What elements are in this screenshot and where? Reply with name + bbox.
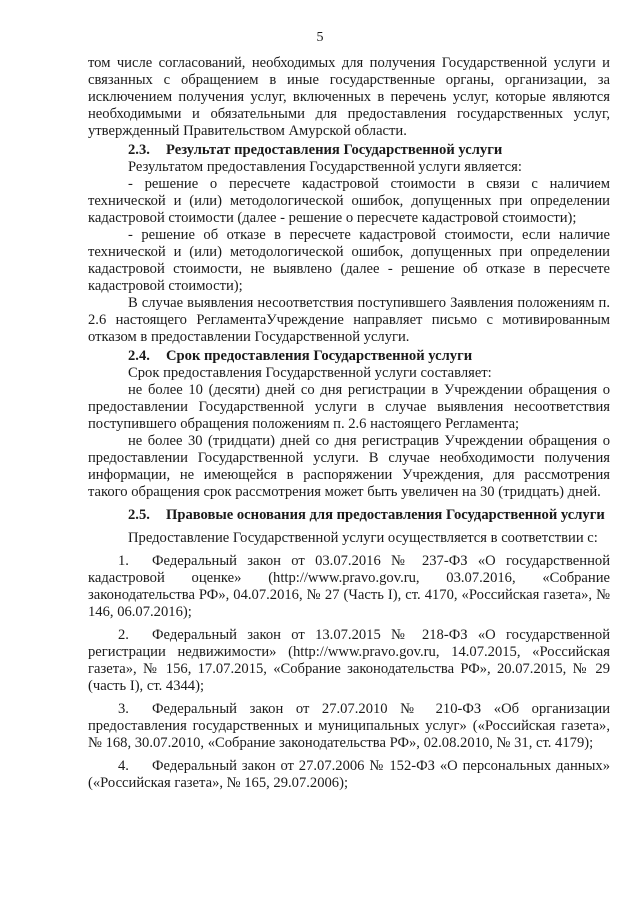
section-number: 2.4. (128, 348, 150, 364)
section-title: Срок предоставления Государственной услуги (166, 348, 473, 364)
page-number: 5 (316, 30, 324, 45)
list-item (88, 701, 610, 752)
section-heading-2-3 (88, 142, 610, 159)
list-item-number: 3. (118, 701, 129, 717)
paragraph: Результатом предоставления Государственной услуги является: (128, 159, 522, 175)
list-item-text: Федеральный закон от 27.07.2006 № 152-ФЗ «О персональных данных» («Российская газета», № 165, 29.07.2006); (88, 758, 610, 791)
list-item-text: Федеральный закон от 27.07.2010 № 210-ФЗ «Об организации предоставления государственных и муниципальных услуг» («Российская газета», № 168, 30.07.2010, «Собрание законодательства РФ», 02.08.2010, № 31, ст. 4179); (88, 701, 610, 751)
section-title: Правовые основания для предоставления Государственной услуги (166, 507, 605, 523)
paragraph: не более 30 (тридцати) дней со дня регистрацив Учреждении обращения о предоставлении Государственной услуги. В случае необходимости получения информации, не имеющейся в распоряжении Учреждения, для рассмотрения такого обращения срок рассмотрения может быть увеличен на 30 (тридцать) дней. (88, 433, 610, 500)
paragraph: Предоставление Государственной услуги осуществляется в соответствии с: (128, 530, 598, 546)
list-item-number: 2. (118, 627, 129, 643)
paragraph: В случае выявления несоответствия поступившего Заявления положениям п. 2.6 настоящего РегламентаУчреждение направляет письмо с мотивированным отказом в предоставлении Государственной услуги. (88, 295, 610, 345)
paragraph: - решение об отказе в пересчете кадастровой стоимости, если наличие технической и (или) методологической ошибок, допущенных при определении кадастровой стоимости, не выявлено (далее - решение об отказе в пересчете кадастровой стоимости); (88, 227, 610, 294)
list-item-number: 1. (118, 553, 129, 569)
paragraph: не более 10 (десяти) дней со дня регистрации в Учреждении обращения о предоставлении Государственной услуги в случае выявления несоответствия поступившего обращения положениям п. 2.6 настоящего Регламента; (88, 382, 610, 432)
list-item-number: 4. (118, 758, 129, 774)
list-item (88, 627, 610, 695)
paragraph: Срок предоставления Государственной услуги составляет: (128, 365, 492, 381)
section-number: 2.3. (128, 142, 150, 158)
section-number: 2.5. (128, 507, 150, 523)
section-heading-2-4 (88, 348, 610, 365)
section-title: Результат предоставления Государственной услуги (166, 142, 503, 158)
paragraph: том числе согласований, необходимых для получения Государственной услуги и связанных с обращением в иные государственные органы, организации, за исключением получения услуг, включенных в перечень услуг, которые являются необходимыми и обязательными для предоставления государственных услуг, утвержденный Правительством Амурской области. (88, 55, 610, 139)
list-item-text: Федеральный закон от 13.07.2015 № 218-ФЗ «О государственной регистрации недвижимости» (http://www.pravo.gov.ru, 14.07.2015, «Российская газета», № 156, 17.07.2015, «Собрание законодательства РФ», 20.07.2015, № 29 (часть I), ст. 4344); (88, 627, 610, 694)
list-item (88, 758, 610, 792)
document-body (88, 55, 610, 792)
list-item (88, 553, 610, 621)
section-heading-2-5 (88, 507, 610, 524)
list-item-text: Федеральный закон от 03.07.2016 № 237-ФЗ «О государственной кадастровой оценке» (http://www.pravo.gov.ru, 03.07.2016, «Собрание законодательства РФ», 04.07.2016, № 27 (Часть I), ст. 4170, «Российская газета», № 146, 06.07.2016); (88, 553, 610, 620)
paragraph: - решение о пересчете кадастровой стоимости в связи с наличием технической и (или) методологической ошибок, допущенных при определении кадастровой стоимости (далее - решение о пересчете кадастровой стоимости); (88, 176, 610, 226)
